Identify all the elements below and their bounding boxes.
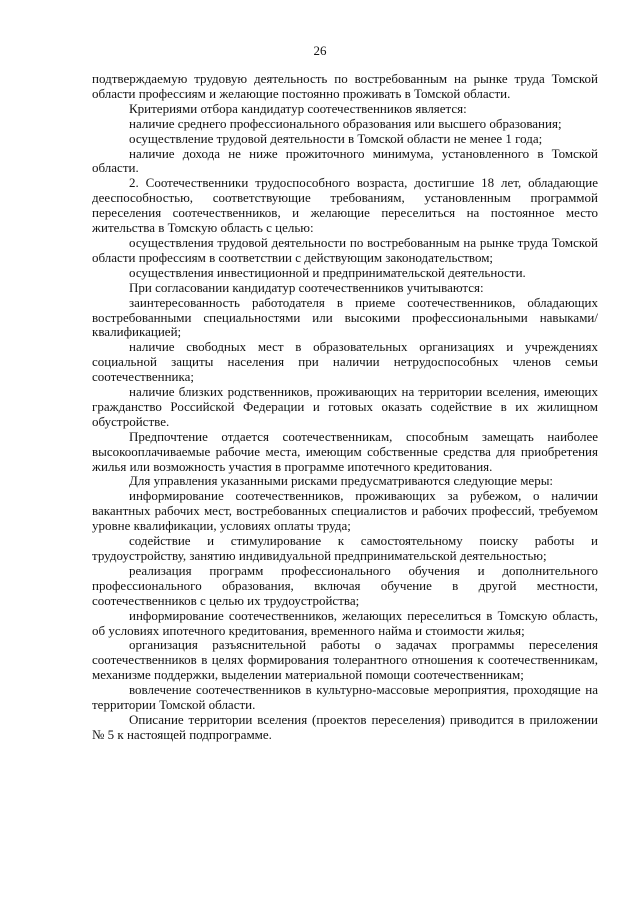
paragraph: реализация программ профессионального обучения и дополнительного профессионального образования, включая обучение в другой местности, соотечественников с целью их трудоустройства;: [92, 562, 598, 608]
paragraph: Критериями отбора кандидатур соотечественников является:: [129, 100, 467, 116]
paragraph: заинтересованность работодателя в приеме соотечественников, обладающих востребованными специальностями или высокими профессиональными навыками/квалификацией;: [92, 294, 598, 340]
paragraph: информирование соотечественников, проживающих за рубежом, о наличии вакантных рабочих мест, востребованных специалистов и рабочих профессий, требуемом уровне квалификации, условиях оплаты труда;: [92, 488, 598, 534]
paragraph: наличие дохода не ниже прожиточного минимума, установленного в Томской области.: [92, 145, 598, 176]
page-number: 26: [313, 43, 327, 58]
paragraph: наличие среднего профессионального образования или высшего образования;: [129, 115, 562, 131]
paragraph: Описание территории вселения (проектов переселения) приводится в приложении № 5 к настоящей подпрограмме.: [92, 711, 598, 742]
paragraph: наличие свободных мест в образовательных организациях и учреждениях социальной защиты населения при наличии нетрудоспособных членов семьи соотечественника;: [92, 339, 598, 385]
paragraph: осуществления трудовой деятельности по востребованным на рынке труда Томской области профессиям в соответствии с действующим законодательством;: [92, 234, 598, 265]
paragraph: организация разъяснительной работы о задачах программы переселения соотечественников в целях формирования толерантного отношения к соотечественникам, механизме поддержки, выделении материальной помощи соотечественникам;: [92, 637, 598, 683]
paragraph: подтверждаемую трудовую деятельность по востребованным на рынке труда Томской области профессиям и желающие постоянно проживать в Томской области.: [92, 71, 598, 101]
paragraph: 2. Соотечественники трудоспособного возраста, достигшие 18 лет, обладающие дееспособностью, соответствующие требованиям, установленным программой переселения соотечественников, и желающие переселиться на постоянное место жительства в Томскую область с целью:: [92, 175, 598, 236]
paragraph: вовлечение соотечественников в культурно-массовые мероприятия, проходящие на территории Томской области.: [92, 682, 598, 713]
paragraph: информирование соотечественников, желающих переселиться в Томскую область, об условиях ипотечного кредитования, временного найма и стоимости жилья;: [92, 607, 598, 638]
paragraph: При согласовании кандидатур соотечественников учитываются:: [129, 279, 484, 295]
paragraph: Предпочтение отдается соотечественникам, способным замещать наиболее высокооплачиваемые рабочие места, имеющим собственные средства для приобретения жилья или возможность участия в программе ипотечного кредитования.: [92, 428, 598, 474]
paragraph: осуществления инвестиционной и предпринимательской деятельности.: [129, 264, 526, 280]
paragraph: содействие и стимулирование к самостоятельному поиску работы и трудоустройству, занятию индивидуальной предпринимательской деятельностью;: [92, 533, 598, 563]
paragraph: наличие близких родственников, проживающих на территории вселения, имеющих гражданство Российской Федерации и готовых оказать содействие в их жилищном обустройстве.: [92, 384, 598, 429]
paragraph: осуществление трудовой деятельности в Томской области не менее 1 года;: [129, 130, 543, 146]
paragraph: Для управления указанными рисками предусматриваются следующие меры:: [129, 473, 554, 489]
document-body: [92, 72, 598, 743]
